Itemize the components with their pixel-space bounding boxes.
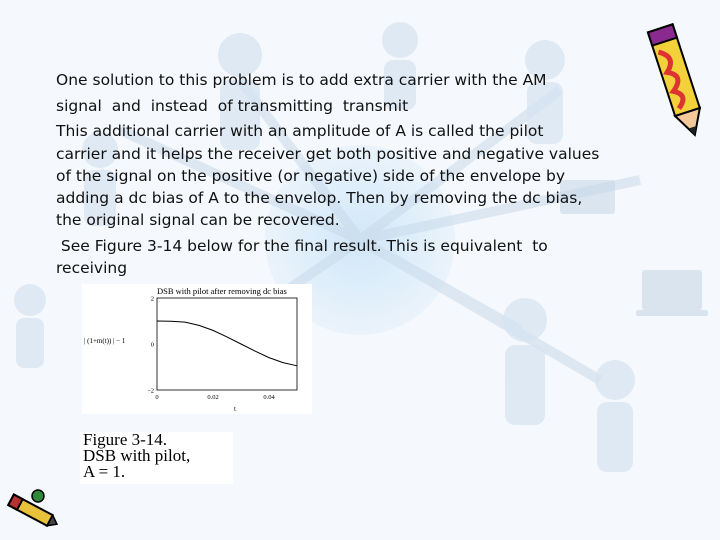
body-line-3: This additional carrier with an amplitude of A is called the pilot	[56, 122, 544, 140]
chart-ylabel: | (1+m(t)) | − 1	[84, 337, 126, 345]
pencil-clipart-icon	[640, 18, 712, 143]
dsb-pilot-chart	[82, 284, 312, 414]
caption-line-3: A = 1.	[83, 462, 126, 481]
x-tick-label: 0.04	[263, 394, 275, 401]
chart-title: DSB with pilot after removing dc bias	[157, 286, 287, 296]
figure-caption	[80, 432, 233, 484]
pen-clipart-icon	[0, 486, 60, 536]
body-line-2: signal and instead of transmitting transmit	[56, 97, 409, 115]
chart-xlabel: t	[234, 405, 236, 413]
y-tick-label: 0	[150, 341, 154, 349]
body-line-1: One solution to this problem is to add extra carrier with the AM	[56, 71, 547, 89]
chart-ticks	[147, 296, 275, 402]
plot-frame	[157, 298, 297, 390]
x-tick-label: 0.02	[207, 394, 219, 401]
y-tick-label: −2	[147, 387, 154, 395]
body-line-4: carrier and it helps the receiver get both positive and negative values	[56, 145, 600, 163]
y-tick-label: 2	[150, 295, 154, 303]
signal-curve	[157, 321, 297, 366]
body-line-8: See Figure 3-14 below for the final result. This is equivalent to	[56, 237, 548, 255]
figure-3-14	[82, 284, 312, 414]
body-line-7: the original signal can be recovered.	[56, 211, 340, 229]
chart-axes	[157, 298, 297, 390]
caption-line-2: DSB with pilot,	[83, 446, 191, 465]
caption-line-1: Figure 3-14.	[83, 430, 168, 449]
body-line-6: adding a dc bias of A to the envelop. Then by removing the dc bias,	[56, 189, 583, 207]
body-line-9: receiving	[56, 259, 128, 277]
x-tick-label: 0	[155, 394, 159, 401]
body-line-5: of the signal on the positive (or negative) side of the envelope by	[56, 167, 566, 185]
